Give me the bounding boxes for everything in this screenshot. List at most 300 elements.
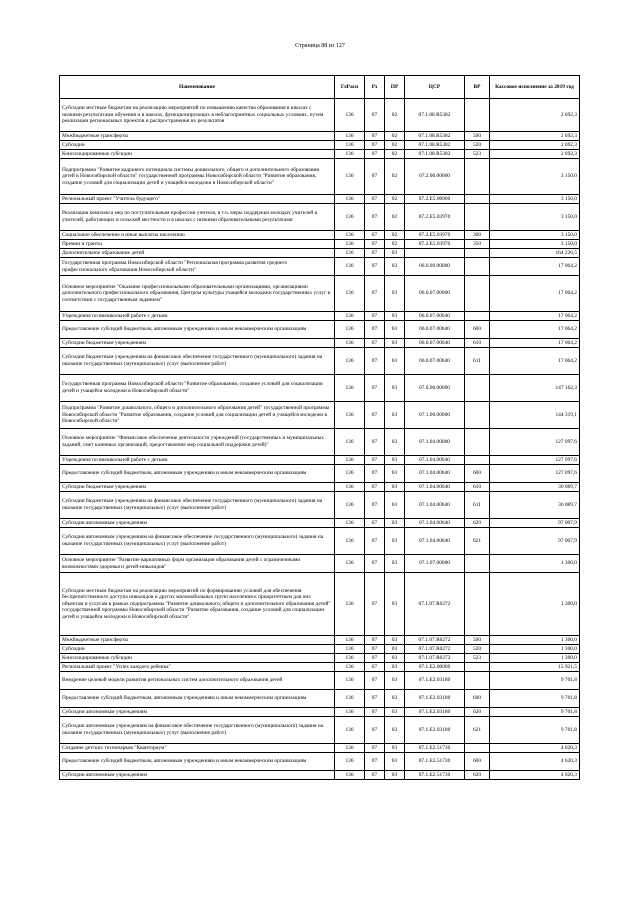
cell-pr: 03 — [385, 249, 405, 258]
cell-pr: 03 — [385, 321, 405, 339]
table-row — [60, 348, 580, 375]
cell-csr: 07.1.07.R0272 — [405, 645, 465, 654]
table-row — [60, 240, 580, 249]
cell-vr — [465, 402, 490, 429]
cell-rz: 07 — [365, 744, 385, 753]
cell-pr: 02 — [385, 204, 405, 231]
cell-gr: 136 — [335, 645, 365, 654]
page-number-header: Страница 88 из 127 — [295, 43, 345, 49]
cell-rz: 07 — [365, 339, 385, 348]
cell-name: Консолидированные субсидии — [60, 654, 335, 663]
cell-csr: 07.1.E2.03180 — [405, 717, 465, 744]
cell-amount: 97 007,9 — [490, 519, 580, 528]
column-header-csr: ЦСР — [405, 76, 465, 99]
cell-rz: 07 — [365, 258, 385, 276]
cell-gr: 136 — [335, 519, 365, 528]
cell-name: Премии и гранты — [60, 240, 335, 249]
cell-vr: 600 — [465, 690, 490, 708]
table-header-row — [60, 76, 580, 99]
cell-csr: 07.1.08.R5382 — [405, 141, 465, 150]
cell-rz: 07 — [365, 231, 385, 240]
table-row — [60, 339, 580, 348]
cell-name: Субсидии местным бюджетам на реализацию мероприятий по формированию условий для обеспечения беспрепятственного доступа инвалидов и других маломобильных групп населения к приоритетным для них объектам и услугам в рамках подпрограммы "Развитие дошкольного, общего и дополнительного образования детей" государственной программы Новосибирской области "Развитие образования, создание условий для социализации детей и учащейся молодежи в Новосибирской области" — [60, 573, 335, 636]
cell-gr: 136 — [335, 339, 365, 348]
cell-rz: 07 — [365, 141, 385, 150]
cell-gr: 136 — [335, 528, 365, 555]
cell-amount: 2 692,3 — [490, 150, 580, 159]
cell-csr: 07.1.E2.03180 — [405, 690, 465, 708]
cell-vr — [465, 663, 490, 672]
cell-amount: 2 692,3 — [490, 132, 580, 141]
cell-name: Предоставление субсидий бюджетным, автономным учреждениям и иным некоммерческим организациям — [60, 690, 335, 708]
cell-pr: 02 — [385, 132, 405, 141]
cell-vr — [465, 276, 490, 312]
table-row — [60, 195, 580, 204]
cell-vr: 620 — [465, 519, 490, 528]
cell-name: Учреждения по внешкольной работе с детьми — [60, 456, 335, 465]
cell-csr: 07.1.E2.51730 — [405, 744, 465, 753]
cell-rz: 07 — [365, 528, 385, 555]
cell-rz: 07 — [365, 555, 385, 573]
cell-rz: 07 — [365, 753, 385, 771]
cell-csr: 07.1.07.R0272 — [405, 654, 465, 663]
cell-vr: 611 — [465, 492, 490, 519]
cell-csr: 06.0.07.00640 — [405, 312, 465, 321]
cell-pr: 03 — [385, 258, 405, 276]
cell-vr: 611 — [465, 348, 490, 375]
cell-csr: 07.1.07.R0272 — [405, 573, 465, 636]
cell-pr: 03 — [385, 753, 405, 771]
cell-amount: 97 007,9 — [490, 528, 580, 555]
table-body — [60, 99, 580, 780]
column-header-name: Наименование — [60, 76, 335, 99]
cell-rz: 07 — [365, 375, 385, 402]
table-row — [60, 204, 580, 231]
cell-amount: 17 064,2 — [490, 321, 580, 339]
cell-amount: 9 701,8 — [490, 690, 580, 708]
cell-rz: 07 — [365, 99, 385, 132]
cell-csr: 07.1.07.R0272 — [405, 636, 465, 645]
cell-csr: 06.0.07.00640 — [405, 348, 465, 375]
table-row — [60, 312, 580, 321]
cell-vr: 621 — [465, 717, 490, 744]
cell-gr: 136 — [335, 258, 365, 276]
cell-gr: 136 — [335, 663, 365, 672]
cell-amount: 30 089,7 — [490, 492, 580, 519]
cell-name: Субсидии — [60, 141, 335, 150]
cell-pr: 03 — [385, 276, 405, 312]
cell-name: Субсидии бюджетным учреждениям на финансовое обеспечение государственного (муниципального) задания на оказание государственных (муниципальных) услуг (выполнение работ) — [60, 492, 335, 519]
cell-vr — [465, 555, 490, 573]
cell-gr: 136 — [335, 132, 365, 141]
cell-name: Субсидии бюджетным учреждениям на финансовое обеспечение государственного (муниципального) задания на оказание государственных (муниципальных) услуг (выполнение работ) — [60, 348, 335, 375]
table-row — [60, 654, 580, 663]
cell-vr — [465, 375, 490, 402]
cell-name: Внедрение целевой модели развития региональных систем дополнительного образования детей — [60, 672, 335, 690]
cell-rz: 07 — [365, 402, 385, 429]
table-row — [60, 141, 580, 150]
table-row — [60, 717, 580, 744]
cell-pr: 03 — [385, 402, 405, 429]
cell-amount: 9 701,8 — [490, 708, 580, 717]
cell-pr: 03 — [385, 672, 405, 690]
cell-csr: 07.2.E5.03970 — [405, 240, 465, 249]
cell-amount: 127 097,6 — [490, 456, 580, 465]
cell-pr: 03 — [385, 456, 405, 465]
cell-rz: 07 — [365, 195, 385, 204]
cell-vr: 600 — [465, 465, 490, 483]
cell-gr: 136 — [335, 744, 365, 753]
cell-name: Субсидии бюджетным учреждениям — [60, 483, 335, 492]
cell-name: Консолидированные субсидии — [60, 150, 335, 159]
cell-gr: 136 — [335, 717, 365, 744]
cell-amount: 127 097,6 — [490, 465, 580, 483]
table-row — [60, 465, 580, 483]
table-row — [60, 744, 580, 753]
cell-csr: 07.1.E2.51730 — [405, 753, 465, 771]
cell-gr: 136 — [335, 402, 365, 429]
table-row — [60, 663, 580, 672]
cell-rz: 07 — [365, 717, 385, 744]
cell-pr: 03 — [385, 573, 405, 636]
cell-gr: 136 — [335, 141, 365, 150]
cell-name: Основное мероприятие "Финансовое обеспечение деятельности учреждений (государственных и муниципальных заданий, смет казенных организаций, предоставление мер социальной поддержки детей)" — [60, 429, 335, 456]
cell-vr — [465, 204, 490, 231]
cell-vr: 600 — [465, 753, 490, 771]
cell-name: Подпрограмма "Развитие кадрового потенциала системы дошкольного, общего и дополнительного образования детей в Новосибирской области" государственной программы Новосибирской области "Развитие образования, создание условий для социализации детей и учащейся молодежи в Новосибирской области" — [60, 159, 335, 195]
cell-pr: 03 — [385, 483, 405, 492]
cell-rz: 07 — [365, 159, 385, 195]
cell-pr: 03 — [385, 708, 405, 717]
cell-rz: 07 — [365, 456, 385, 465]
cell-name: Государственная программа Новосибирской области "Региональная программа развития среднего профессионального образования Новосибирской области" — [60, 258, 335, 276]
cell-amount: 3 150,0 — [490, 204, 580, 231]
cell-rz: 07 — [365, 636, 385, 645]
cell-gr: 136 — [335, 465, 365, 483]
cell-name: Основное мероприятие "Развитие вариативных форм организации образования детей с ограниченными возможностями здоровья и детей-инвалидов" — [60, 555, 335, 573]
cell-amount: 3 150,0 — [490, 231, 580, 240]
cell-csr: 06.0.07.00000 — [405, 276, 465, 312]
cell-vr — [465, 456, 490, 465]
cell-amount: 3 150,0 — [490, 195, 580, 204]
cell-csr: 07.1.04.00640 — [405, 483, 465, 492]
cell-rz: 07 — [365, 672, 385, 690]
cell-csr: 07.2.E5.00000 — [405, 195, 465, 204]
cell-pr: 03 — [385, 519, 405, 528]
cell-rz: 07 — [365, 249, 385, 258]
cell-vr: 621 — [465, 528, 490, 555]
cell-pr: 03 — [385, 339, 405, 348]
cell-name: Субсидии автономным учреждениям на финансовое обеспечение государственного (муниципального) задания на оказание государственных (муниципальных) услуг (выполнение работ) — [60, 528, 335, 555]
cell-vr — [465, 99, 490, 132]
cell-vr — [465, 258, 490, 276]
cell-amount: 164 226,5 — [490, 249, 580, 258]
cell-name: Субсидии автономным учреждениям — [60, 708, 335, 717]
cell-gr: 136 — [335, 708, 365, 717]
cell-amount: 17 064,2 — [490, 348, 580, 375]
column-header-pr: ПР — [385, 76, 405, 99]
cell-csr: 07.1.04.00640 — [405, 456, 465, 465]
cell-vr: 600 — [465, 321, 490, 339]
table-row — [60, 483, 580, 492]
cell-csr: 07.1.07.00000 — [405, 555, 465, 573]
cell-amount: 3 150,0 — [490, 159, 580, 195]
cell-name: Субсидии бюджетным учреждениям — [60, 339, 335, 348]
table-row — [60, 249, 580, 258]
cell-rz: 07 — [365, 573, 385, 636]
table-row — [60, 231, 580, 240]
cell-gr: 136 — [335, 753, 365, 771]
cell-csr: 07.1.08.R5382 — [405, 99, 465, 132]
cell-gr: 136 — [335, 276, 365, 312]
cell-rz: 07 — [365, 132, 385, 141]
cell-rz: 07 — [365, 663, 385, 672]
cell-gr: 136 — [335, 150, 365, 159]
cell-vr: 300 — [465, 231, 490, 240]
cell-vr: 620 — [465, 708, 490, 717]
cell-vr: 523 — [465, 150, 490, 159]
cell-vr — [465, 249, 490, 258]
cell-vr: 350 — [465, 240, 490, 249]
cell-pr: 03 — [385, 744, 405, 753]
cell-pr: 03 — [385, 528, 405, 555]
cell-name: Предоставление субсидий бюджетным, автономным учреждениям и иным некоммерческим организациям — [60, 465, 335, 483]
cell-csr: 07.2.E5.03970 — [405, 231, 465, 240]
table-row — [60, 645, 580, 654]
cell-gr: 136 — [335, 672, 365, 690]
cell-name: Субсидии автономным учреждениям на финансовое обеспечение государственного (муниципального) задания на оказание государственных (муниципальных) услуг (выполнение работ) — [60, 717, 335, 744]
cell-gr: 136 — [335, 636, 365, 645]
cell-amount: 9 701,8 — [490, 717, 580, 744]
cell-csr: 07.1.04.00640 — [405, 492, 465, 519]
cell-name: Субсидии автономным учреждениям — [60, 771, 335, 780]
cell-vr: 620 — [465, 771, 490, 780]
cell-rz: 07 — [365, 429, 385, 456]
cell-name: Основное мероприятие "Оказание профессиональными образовательными организациями, организациями дополнительного профессионального образования, Центром культуры учащейся молодежи государственных услуг в соответствии с государственным заданием" — [60, 276, 335, 312]
cell-rz: 07 — [365, 492, 385, 519]
cell-amount: 2 692,3 — [490, 141, 580, 150]
cell-csr: 07.1.00.00000 — [405, 402, 465, 429]
cell-gr: 136 — [335, 195, 365, 204]
table-row — [60, 771, 580, 780]
cell-vr — [465, 573, 490, 636]
column-header-amount: Кассовое исполнение за 2019 год — [490, 76, 580, 99]
cell-rz: 07 — [365, 519, 385, 528]
cell-name: Межбюджетные трансферты — [60, 636, 335, 645]
cell-vr: 500 — [465, 636, 490, 645]
table-row — [60, 159, 580, 195]
cell-csr: 07.1.04.00640 — [405, 519, 465, 528]
cell-pr: 03 — [385, 312, 405, 321]
cell-vr — [465, 429, 490, 456]
cell-name: Реализация комплекса мер по поступательным профессии учителя, в т.ч. меры поддержки молодых учителей и учителей, работающих в сельской местности и в школах с низкими образовательными результатами — [60, 204, 335, 231]
cell-vr — [465, 195, 490, 204]
cell-name: Предоставление субсидий бюджетным, автономным учреждениям и иным некоммерческим организациям — [60, 321, 335, 339]
cell-rz: 07 — [365, 276, 385, 312]
cell-amount: 15 921,5 — [490, 663, 580, 672]
cell-amount: 1 300,0 — [490, 645, 580, 654]
cell-amount: 17 064,2 — [490, 258, 580, 276]
cell-amount: 1 300,0 — [490, 654, 580, 663]
cell-csr: 07.1.08.R5382 — [405, 132, 465, 141]
cell-gr: 136 — [335, 204, 365, 231]
cell-name: Межбюджетные трансферты — [60, 132, 335, 141]
cell-vr — [465, 744, 490, 753]
cell-gr: 136 — [335, 456, 365, 465]
table-row — [60, 132, 580, 141]
cell-amount: 1 300,0 — [490, 636, 580, 645]
cell-csr: 07.1.04.00000 — [405, 429, 465, 456]
table-row — [60, 690, 580, 708]
cell-pr: 03 — [385, 690, 405, 708]
cell-rz: 07 — [365, 690, 385, 708]
cell-name: Субсидии местным бюджетам на реализацию мероприятий по повышению качества образования в школах с низкими результатами обучения и в школах, функционирующих в неблагоприятных социальных условиях, путем реализации региональных проектов и распространения их результатов — [60, 99, 335, 132]
cell-rz: 07 — [365, 348, 385, 375]
cell-rz: 07 — [365, 465, 385, 483]
cell-pr: 02 — [385, 159, 405, 195]
cell-gr: 136 — [335, 483, 365, 492]
cell-name: Подпрограмма "Развитие дошкольного, общего и дополнительного образования детей" государственной программы Новосибирской области "Развитие образования, создание условий для социализации детей и учащейся молодежи в Новосибирской области" — [60, 402, 335, 429]
cell-amount: 1 300,0 — [490, 573, 580, 636]
cell-name: Государственная программа Новосибирской области "Развитие образования, создание условий для социализации детей и учащейся молодежи в Новосибирской области" — [60, 375, 335, 402]
table-row — [60, 99, 580, 132]
cell-pr: 03 — [385, 465, 405, 483]
table-row — [60, 429, 580, 456]
cell-pr: 03 — [385, 663, 405, 672]
cell-pr: 03 — [385, 771, 405, 780]
table-row — [60, 708, 580, 717]
cell-amount: 17 064,2 — [490, 276, 580, 312]
cell-csr: 07.1.E2.51730 — [405, 771, 465, 780]
cell-gr: 136 — [335, 249, 365, 258]
table-row — [60, 456, 580, 465]
cell-gr: 136 — [335, 159, 365, 195]
cell-csr: 07.1.E2.03180 — [405, 672, 465, 690]
cell-pr: 02 — [385, 231, 405, 240]
cell-rz: 07 — [365, 240, 385, 249]
cell-gr: 136 — [335, 555, 365, 573]
cell-pr: 02 — [385, 240, 405, 249]
cell-name: Субсидии автономным учреждениям — [60, 519, 335, 528]
cell-gr: 136 — [335, 240, 365, 249]
table-row — [60, 528, 580, 555]
cell-rz: 07 — [365, 312, 385, 321]
table-row — [60, 375, 580, 402]
budget-table — [59, 75, 580, 780]
cell-amount: 30 089,7 — [490, 483, 580, 492]
cell-name: Создание детских технопарков "Кванториум" — [60, 744, 335, 753]
cell-gr: 136 — [335, 348, 365, 375]
cell-rz: 07 — [365, 708, 385, 717]
cell-amount: 9 701,8 — [490, 672, 580, 690]
cell-rz: 07 — [365, 150, 385, 159]
cell-vr: 523 — [465, 654, 490, 663]
cell-csr: 07.1.E2.03180 — [405, 708, 465, 717]
cell-pr: 03 — [385, 645, 405, 654]
cell-rz: 07 — [365, 204, 385, 231]
cell-pr: 02 — [385, 195, 405, 204]
table-row — [60, 150, 580, 159]
table-row — [60, 321, 580, 339]
cell-name: Социальное обеспечение и иные выплаты населению — [60, 231, 335, 240]
column-header-glrasp: ГлРасп — [335, 76, 365, 99]
cell-pr: 02 — [385, 99, 405, 132]
cell-amount: 144 319,1 — [490, 402, 580, 429]
cell-pr: 03 — [385, 492, 405, 519]
cell-amount: 17 064,2 — [490, 312, 580, 321]
cell-csr: 07.1.08.R5382 — [405, 150, 465, 159]
table-row — [60, 519, 580, 528]
cell-vr: 610 — [465, 339, 490, 348]
cell-amount: 17 064,2 — [490, 339, 580, 348]
cell-name: Субсидии — [60, 645, 335, 654]
cell-gr: 136 — [335, 573, 365, 636]
column-header-rz: Рз — [365, 76, 385, 99]
cell-csr: 06.0.07.00640 — [405, 339, 465, 348]
cell-gr: 136 — [335, 231, 365, 240]
cell-amount: 4 620,3 — [490, 744, 580, 753]
cell-csr: 06.0.07.00640 — [405, 321, 465, 339]
cell-gr: 136 — [335, 690, 365, 708]
cell-pr: 02 — [385, 141, 405, 150]
cell-csr: 06.0.00.00000 — [405, 258, 465, 276]
cell-vr: 610 — [465, 483, 490, 492]
cell-rz: 07 — [365, 654, 385, 663]
cell-pr: 03 — [385, 348, 405, 375]
cell-gr: 136 — [335, 654, 365, 663]
table-row — [60, 636, 580, 645]
cell-amount: 3 150,0 — [490, 240, 580, 249]
cell-name: Предоставление субсидий бюджетным, автономным учреждениям и иным некоммерческим организациям — [60, 753, 335, 771]
column-header-vr: ВР — [465, 76, 490, 99]
table-row — [60, 402, 580, 429]
cell-pr: 03 — [385, 555, 405, 573]
cell-rz: 07 — [365, 321, 385, 339]
cell-pr: 03 — [385, 717, 405, 744]
cell-name: Учреждения по внешкольной работе с детьми — [60, 312, 335, 321]
cell-pr: 03 — [385, 636, 405, 645]
cell-vr: 520 — [465, 141, 490, 150]
cell-pr: 03 — [385, 375, 405, 402]
cell-csr: 07.2.E5.03970 — [405, 204, 465, 231]
cell-gr: 136 — [335, 321, 365, 339]
cell-vr: 520 — [465, 645, 490, 654]
cell-gr: 136 — [335, 375, 365, 402]
cell-gr: 136 — [335, 492, 365, 519]
table-row — [60, 753, 580, 771]
cell-rz: 07 — [365, 771, 385, 780]
cell-csr: 07.2.00.00000 — [405, 159, 465, 195]
cell-gr: 136 — [335, 429, 365, 456]
cell-pr: 02 — [385, 150, 405, 159]
cell-gr: 136 — [335, 99, 365, 132]
cell-gr: 136 — [335, 312, 365, 321]
cell-vr — [465, 672, 490, 690]
cell-name: Дополнительное образование детей — [60, 249, 335, 258]
table-row — [60, 276, 580, 312]
cell-pr: 03 — [385, 654, 405, 663]
cell-amount: 127 097,6 — [490, 429, 580, 456]
cell-vr — [465, 312, 490, 321]
cell-amount: 4 620,3 — [490, 753, 580, 771]
table-row — [60, 573, 580, 636]
cell-csr: 07.0.00.00000 — [405, 375, 465, 402]
cell-csr: 07.1.04.00640 — [405, 465, 465, 483]
table-row — [60, 555, 580, 573]
cell-amount: 4 620,3 — [490, 771, 580, 780]
cell-gr: 136 — [335, 771, 365, 780]
cell-amount: 147 162,3 — [490, 375, 580, 402]
